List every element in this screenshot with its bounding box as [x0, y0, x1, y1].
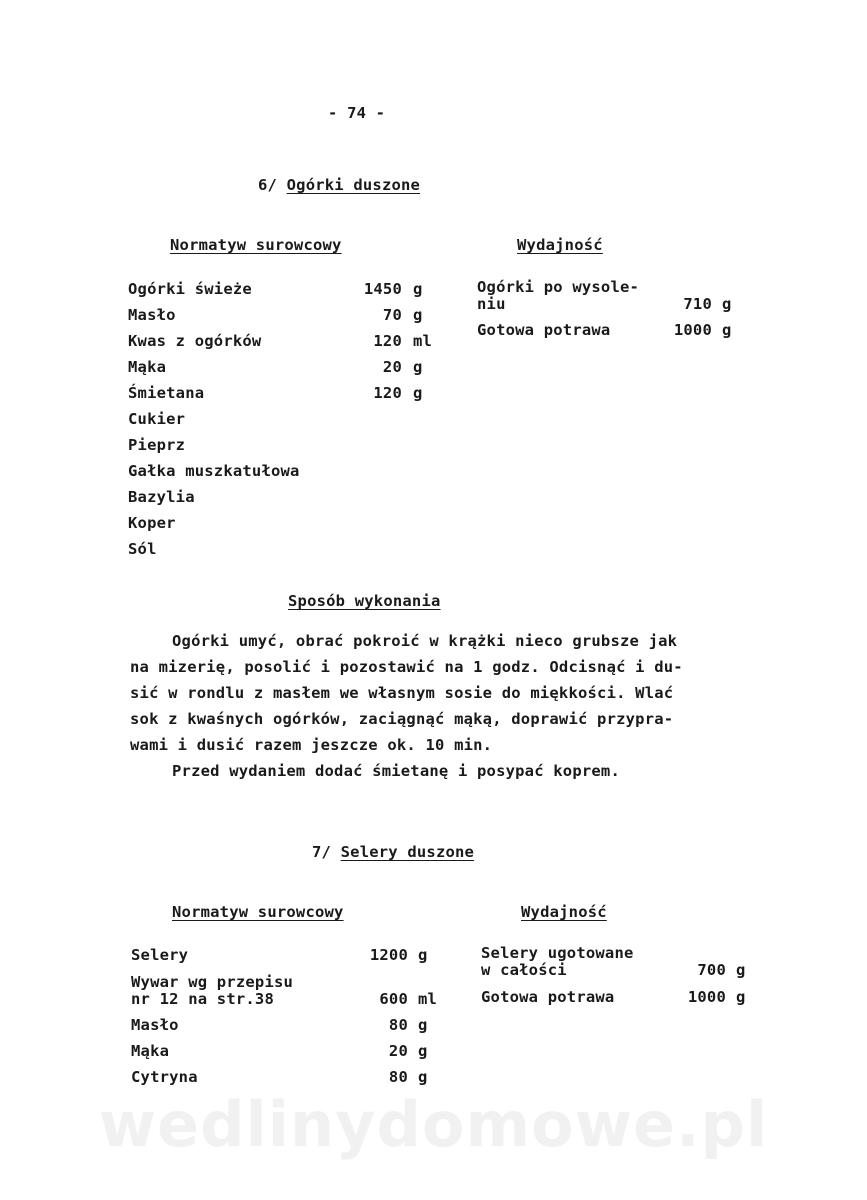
method-line: sić w rondlu z masłem we własnym sosie do miękkości. Wlać [130, 684, 674, 702]
yield-name-cont: w całości [481, 961, 567, 979]
recipe1-yield-header: Wydajność [517, 236, 603, 254]
ingredient-qty: 70 [382, 306, 402, 324]
page-number: - 74 - [328, 104, 386, 122]
recipe2-title [312, 843, 474, 861]
ingredient-name: Mąka [131, 1042, 170, 1060]
yield-qty: 1000 [687, 988, 726, 1006]
ingredient-qty: 80 [388, 1068, 408, 1086]
yield-qty: 700 [697, 961, 726, 979]
ingredient-unit: g [418, 1042, 428, 1060]
yield-name: Ogórki po wysole- [477, 278, 640, 296]
method-line: na mizerię, posolić i pozostawić na 1 godz. Odcisnąć i du- [130, 658, 683, 676]
ingredient-name: Koper [128, 514, 176, 532]
yield-name: Gotowa potrawa [477, 321, 611, 339]
yield-unit: g [736, 988, 746, 1006]
recipe2-yield-header: Wydajność [521, 903, 607, 921]
ingredient-name: Gałka muszkatułowa [128, 462, 300, 480]
yield-unit: g [722, 295, 732, 313]
ingredient-qty: 600 [379, 990, 408, 1008]
ingredient-name: Sól [128, 540, 157, 558]
ingredient-qty: 20 [382, 358, 402, 376]
ingredient-unit: g [418, 946, 428, 964]
yield-name-cont: niu [477, 295, 506, 313]
ingredient-name: Cytryna [131, 1068, 198, 1086]
watermark: wedlinydomowe.pl [98, 1088, 769, 1161]
recipe1-name: Ogórki duszone [286, 176, 421, 194]
ingredient-unit: g [413, 384, 423, 402]
ingredient-qty: 1200 [369, 946, 408, 964]
ingredient-name: Kwas z ogórków [128, 332, 262, 350]
ingredient-unit: g [418, 1068, 428, 1086]
method-header: Sposób wykonania [288, 592, 441, 610]
ingredient-name: Pieprz [128, 436, 186, 454]
method-line: Przed wydaniem dodać śmietanę i posypać koprem. [172, 762, 620, 780]
recipe1-ingredients-header: Normatyw surowcowy [170, 236, 342, 254]
recipe2-number: 7/ [312, 843, 332, 861]
ingredient-unit: ml [413, 332, 433, 350]
method-line: Ogórki umyć, obrać pokroić w krążki nieco grubsze jak [172, 632, 678, 650]
yield-qty: 710 [683, 295, 712, 313]
recipe1-title [258, 176, 420, 194]
ingredient-name: Bazylia [128, 488, 195, 506]
ingredient-name: Masło [128, 306, 176, 324]
method-line: sok z kwaśnych ogórków, zaciągnąć mąką, doprawić przypra- [130, 710, 674, 728]
yield-name: Selery ugotowane [481, 944, 634, 962]
ingredient-unit: g [413, 280, 423, 298]
ingredient-name: Wywar wg przepisu [131, 973, 294, 991]
recipe2-ingredients-header: Normatyw surowcowy [172, 903, 344, 921]
ingredient-name: Śmietana [128, 384, 205, 402]
ingredient-name: Masło [131, 1016, 179, 1034]
ingredient-unit: g [418, 1016, 428, 1034]
ingredient-name: Ogórki świeże [128, 280, 252, 298]
ingredient-qty: 120 [373, 332, 402, 350]
yield-name: Gotowa potrawa [481, 988, 615, 1006]
ingredient-unit: g [413, 306, 423, 324]
ingredient-name: Selery [131, 946, 189, 964]
yield-qty: 1000 [673, 321, 712, 339]
method-line: wami i dusić razem jeszcze ok. 10 min. [130, 736, 493, 754]
ingredient-name: Cukier [128, 410, 186, 428]
yield-unit: g [722, 321, 732, 339]
ingredient-name: Mąka [128, 358, 167, 376]
yield-unit: g [736, 961, 746, 979]
ingredient-unit: g [413, 358, 423, 376]
ingredient-unit: ml [418, 990, 438, 1008]
ingredient-qty: 1450 [363, 280, 402, 298]
ingredient-name-cont: nr 12 na str.38 [131, 990, 274, 1008]
ingredient-qty: 20 [388, 1042, 408, 1060]
recipe1-number: 6/ [258, 176, 278, 194]
ingredient-qty: 120 [373, 384, 402, 402]
ingredient-qty: 80 [388, 1016, 408, 1034]
recipe2-name: Selery duszone [340, 843, 475, 861]
